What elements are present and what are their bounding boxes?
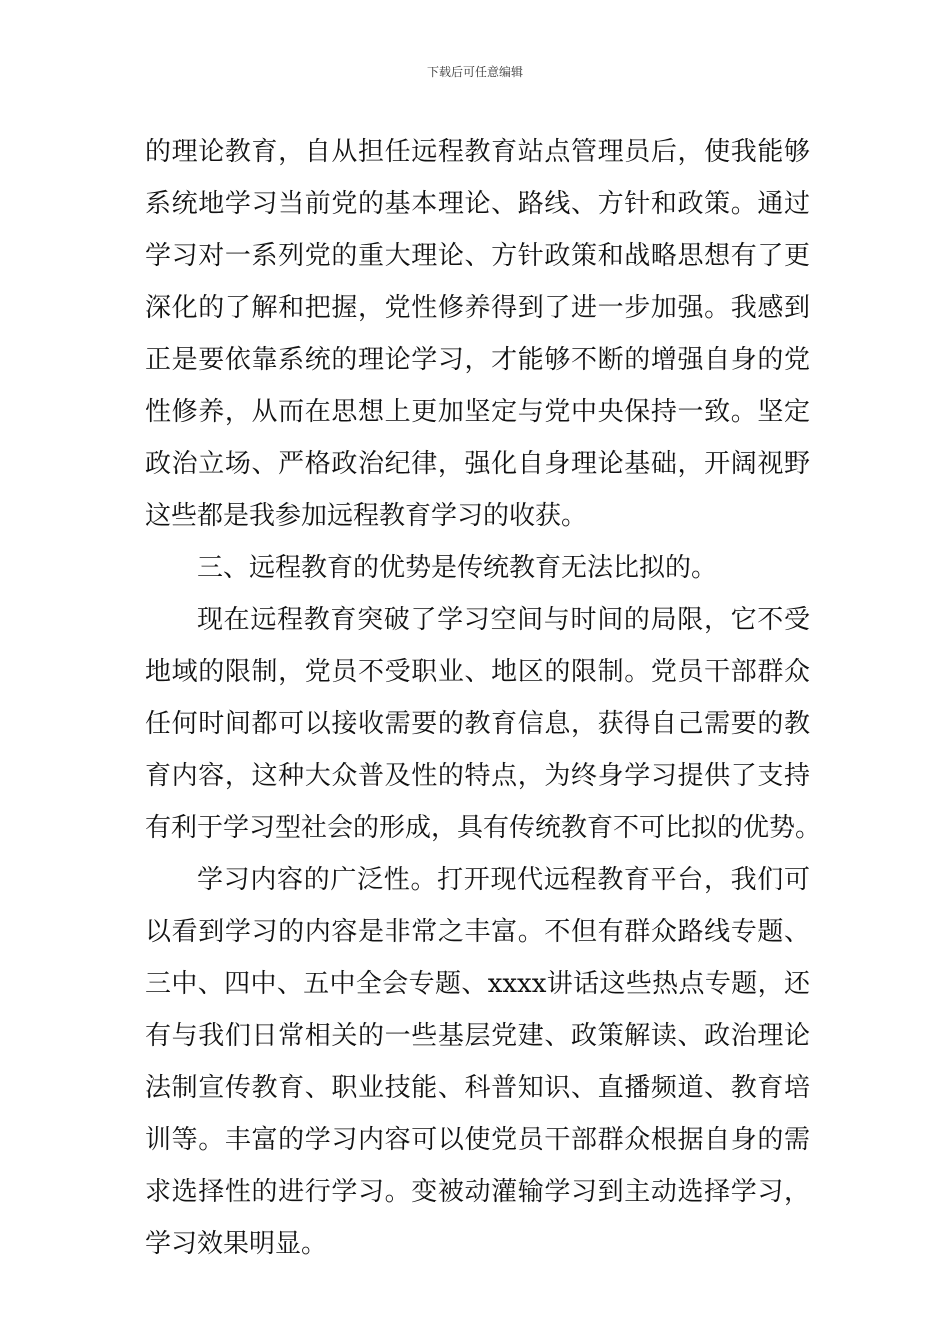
section-heading: 三、远程教育的优势是传统教育无法比拟的。 [197, 553, 718, 583]
text-line: 深化的了解和把握，党性修养得到了进一步加强。我感到 [145, 293, 810, 323]
text-line: 性修养，从而在思想上更加坚定与党中央保持一致。坚定 [145, 397, 810, 427]
text-line: 学习效果明显。 [145, 1229, 328, 1259]
text-line: 学习内容的广泛性。打开现代远程教育平台，我们可 [197, 865, 810, 895]
text-line: 以看到学习的内容是非常之丰富。不但有群众路线专题、 [145, 917, 810, 947]
text-line: 地域的限制，党员不受职业、地区的限制。党员干部群众 [145, 657, 810, 687]
text-line: 学习对一系列党的重大理论、方针政策和战略思想有了更 [145, 241, 810, 271]
text-line: 这些都是我参加远程教育学习的收获。 [145, 501, 588, 531]
text-line: 任何时间都可以接收需要的教育信息，获得自己需要的教 [145, 709, 810, 739]
page-header: 下载后可任意编辑 [426, 65, 523, 79]
text-line: 正是要依靠系统的理论学习，才能够不断的增强自身的党 [145, 345, 810, 375]
text-line: 三中、四中、五中全会专题、xxxx讲话这些热点专题，还 [145, 969, 810, 999]
text-line: 现在远程教育突破了学习空间与时间的局限，它不受 [197, 605, 810, 635]
text-line: 政治立场、严格政治纪律，强化自身理论基础，开阔视野 [145, 449, 810, 479]
text-line: 育内容，这种大众普及性的特点，为终身学习提供了支持 [145, 761, 810, 791]
text-line: 求选择性的进行学习。变被动灌输学习到主动选择学习， [145, 1177, 810, 1207]
document-body [145, 126, 822, 1270]
text-line: 有与我们日常相关的一些基层党建、政策解读、政治理论 [145, 1021, 810, 1051]
text-line: 系统地学习当前党的基本理论、路线、方针和政策。通过 [145, 189, 810, 219]
text-line: 训等。丰富的学习内容可以使党员干部群众根据自身的需 [145, 1125, 810, 1155]
text-line: 有利于学习型社会的形成，具有传统教育不可比拟的优势。 [145, 813, 822, 843]
text-line: 法制宣传教育、职业技能、科普知识、直播频道、教育培 [145, 1073, 810, 1103]
text-line: 的理论教育，自从担任远程教育站点管理员后，使我能够 [145, 137, 810, 167]
